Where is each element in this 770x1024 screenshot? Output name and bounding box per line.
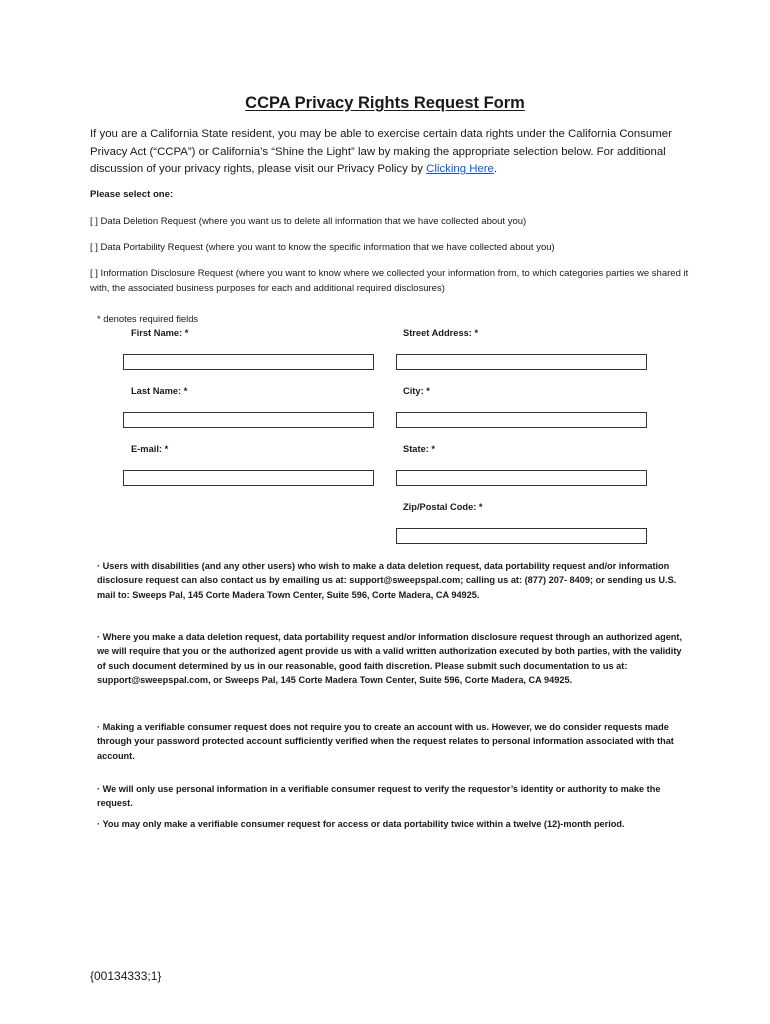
- state-label: State: *: [403, 444, 436, 454]
- zip-label: Zip/Postal Code: *: [403, 502, 483, 512]
- first-name-label: First Name: *: [131, 328, 189, 338]
- note-personal-info-use: · We will only use personal information in a verifiable consumer request to verify the requestor’s identity or authority to make the request.: [97, 784, 661, 809]
- email-label: E-mail: *: [131, 444, 169, 454]
- option-information-disclosure[interactable]: [ ] Information Disclosure Request (where you want to know where we collected your information from, to which categories parties we shared it with, the associated business purposes for each and additional required disclosures): [90, 268, 689, 294]
- intro-paragraph: [90, 126, 686, 179]
- intro-text: If you are a California State resident, you may be able to exercise certain data rights under the California Consumer Privacy Act (“CCPA”) or California’s “Shine the Light” law by making the appropriate selection below. For additional discussion of your privacy rights, please visit our Privacy Policy by: [90, 128, 672, 175]
- last-name-input[interactable]: [123, 412, 374, 428]
- city-input[interactable]: [396, 412, 647, 428]
- email-input[interactable]: [123, 470, 374, 486]
- option-data-portability[interactable]: [ ] Data Portability Request (where you want to know the specific information that we have collected about you): [90, 242, 555, 253]
- intro-end: .: [493, 163, 498, 175]
- note-authorized-agent: · Where you make a data deletion request, data portability request and/or information disclosure request through an authorized agent, we will require that you or the authorized agent provide us with a valid written authorization executed by both parties, with the validity of such document determined by us in our reasonable, good faith discretion. Please submit such documentation to us at: support@sweepspal.com, or Sweeps Pal, 145 Corte Madera Town Center, Suite 596, Corte Madera, CA 94925.: [97, 632, 683, 685]
- note-account-verification: · Making a verifiable consumer request does not require you to create an account with us. However, we do consider requests made through your password protected account sufficiently verified when the request relates to personal information associated with that account.: [97, 722, 674, 761]
- last-name-label: Last Name: *: [131, 386, 188, 396]
- privacy-policy-link[interactable]: Clicking Here: [426, 163, 494, 175]
- street-address-input[interactable]: [396, 354, 647, 370]
- zip-input[interactable]: [396, 528, 647, 544]
- page-title: CCPA Privacy Rights Request Form: [245, 94, 525, 112]
- first-name-input[interactable]: [123, 354, 374, 370]
- document-id: {00134333;1}: [90, 969, 162, 983]
- required-fields-note: * denotes required fields: [97, 313, 199, 324]
- note-request-limit: · You may only make a verifiable consumer request for access or data portability twice within a twelve (12)-month period.: [97, 819, 625, 829]
- note-disabilities: · Users with disabilities (and any other users) who wish to make a data deletion request, data portability request and/or information disclosure request can also contact us by emailing us at: support@sweepspal.com; calling us at: (877) 207- 8409; or sending us U.S. mail to: Sweeps Pal, 145 Corte Madera Town Center, Suite 596, Corte Madera, CA 94925.: [97, 561, 677, 600]
- option-data-deletion[interactable]: [ ] Data Deletion Request (where you want us to delete all information that we have collected about you): [90, 216, 527, 227]
- city-label: City: *: [403, 386, 430, 396]
- street-address-label: Street Address: *: [403, 328, 479, 338]
- select-prompt: Please select one:: [90, 189, 174, 200]
- state-input[interactable]: [396, 470, 647, 486]
